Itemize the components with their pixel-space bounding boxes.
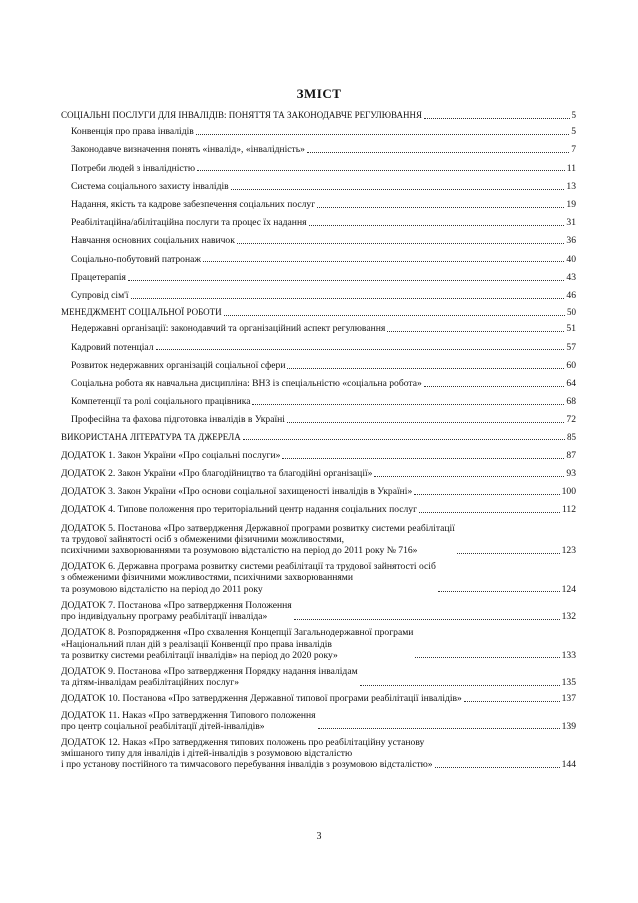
toc-entry-page: 112: [561, 504, 576, 516]
toc-entry-title: Компетенції та ролі соціального працівника: [71, 396, 251, 408]
toc-entry-page: 7: [571, 144, 576, 156]
toc-entry-page: 124: [561, 583, 576, 595]
dot-leader: [424, 386, 565, 387]
dot-leader: [419, 512, 560, 513]
toc-entry-title: Соціально-побутовий патронаж: [71, 253, 201, 265]
toc-subsection-entry[interactable]: [61, 272, 576, 283]
toc-entry-title: ДОДАТОК 12. Наказ «Про затвердження типових положень про реабілітаційну установу змішаного типу для інвалідів і дітей-інвалідів з розумовою відсталістю і про установу постійного та тимчасового перебування інвалідів з розумовою відсталістю»: [61, 736, 433, 771]
toc-entry-page: 100: [561, 486, 576, 498]
toc-subsection-entry[interactable]: [61, 414, 576, 425]
dot-leader: [438, 591, 560, 592]
toc-entry-page: 85: [567, 431, 576, 442]
toc-entry-title: ДОДАТОК 1. Закон України «Про соціальні послуги»: [61, 449, 281, 461]
toc-entry-page: 36: [566, 235, 576, 247]
toc-entry-page: 51: [566, 323, 576, 335]
toc-section-entry[interactable]: [61, 307, 576, 318]
toc-entry-title: Конвенція про права інвалідів: [71, 126, 194, 138]
toc-subsection-entry[interactable]: [61, 126, 576, 137]
toc-appendix-entry[interactable]: [61, 561, 576, 595]
toc-entry-page: 139: [561, 720, 576, 732]
toc-entry-title: Потреби людей з інвалідністю: [71, 162, 196, 174]
toc-subsection-entry[interactable]: [61, 181, 576, 192]
toc-entry-page: 46: [566, 290, 576, 302]
toc-entry-page: 5: [571, 110, 576, 120]
toc-entry-title: ДОДАТОК 8. Розпорядження «Про схвалення Концепції Загальнодержавної програми «Національний план дій з реалізації Конвенції про права інвалідів та розвитку системи реабілітації інвалідів» на період до 2020 року»: [61, 627, 414, 661]
toc-subsection-entry[interactable]: [61, 254, 576, 265]
toc-entry-title: ДОДАТОК 10. Постанова «Про затвердження Державної типової програми реабілітації інвалідів»: [61, 693, 462, 705]
toc-entry-title: Кадровий потенціал: [71, 341, 154, 353]
toc-entry-page: 68: [566, 396, 576, 408]
toc-subsection-entry[interactable]: [61, 360, 576, 371]
toc-appendix-entry[interactable]: [61, 486, 576, 497]
toc-entry-page: 123: [561, 545, 576, 557]
toc-entry-title: ВИКОРИСТАНА ЛІТЕРАТУРА ТА ДЖЕРЕЛА: [61, 431, 241, 442]
toc-entry-title: Супровід сім'ї: [71, 290, 129, 302]
toc-appendix-entry[interactable]: [61, 710, 576, 732]
toc-entry-page: 133: [561, 649, 576, 661]
dot-leader: [464, 701, 560, 702]
toc-entry-title: Професійна та фахова підготовка інвалідів в Україні: [71, 414, 285, 426]
dot-leader: [197, 170, 565, 171]
toc-entry-page: 19: [566, 199, 576, 211]
toc-entry-title: ДОДАТОК 5. Постанова «Про затвердження Державної програми розвитку системи реабілітації та трудової зайнятості осіб з обмеженими фізичними можливостями, психічними захворюваннями та розумовою відсталістю на період до 2011 року № 716»: [61, 522, 455, 557]
toc-appendix-entry[interactable]: [61, 523, 576, 557]
toc-subsection-entry[interactable]: [61, 323, 576, 334]
toc-entry-title: Недержавні організації: законодавчий та організаційний аспект регулювання: [71, 323, 386, 335]
toc-entry-title: ДОДАТОК 6. Державна програма розвитку системи реабілітації та трудової зайнятості осіб з обмеженими фізичними можливостями, психічними захворюваннями та розумовою відсталістю на період до 2011 року: [61, 561, 436, 595]
dot-leader: [282, 458, 564, 459]
table-of-contents: [61, 110, 576, 771]
page-number: 3: [316, 831, 322, 842]
dot-leader: [414, 494, 559, 495]
dot-leader: [317, 207, 564, 208]
toc-entry-page: 40: [566, 253, 576, 265]
dot-leader: [243, 439, 565, 440]
toc-entry-page: 43: [566, 271, 576, 283]
dot-leader: [309, 225, 565, 226]
dot-leader: [307, 152, 569, 153]
toc-entry-page: 144: [561, 759, 576, 771]
dot-leader: [224, 315, 565, 316]
toc-entry-page: 5: [571, 126, 576, 138]
toc-entry-page: 137: [561, 693, 576, 705]
toc-entry-title: МЕНЕДЖМЕНТ СОЦІАЛЬНОЇ РОБОТИ: [61, 307, 222, 318]
toc-subsection-entry[interactable]: [61, 163, 576, 174]
toc-entry-title: Навчання основних соціальних навичок: [71, 235, 235, 247]
dot-leader: [231, 189, 565, 190]
toc-entry-title: Розвиток недержавних організацій соціальної сфери: [71, 359, 286, 371]
dot-leader: [203, 261, 564, 262]
dot-leader: [237, 243, 565, 244]
toc-subsection-entry[interactable]: [61, 290, 576, 301]
toc-subsection-entry[interactable]: [61, 396, 576, 407]
toc-entry-title: ДОДАТОК 2. Закон України «Про благодійництво та благодійні організації»: [61, 468, 373, 480]
toc-entry-title: ДОДАТОК 3. Закон України «Про основи соціальної захищеності інвалідів в Україні»: [61, 486, 413, 498]
toc-entry-title: СОЦІАЛЬНІ ПОСЛУГИ ДЛЯ ІНВАЛІДІВ: ПОНЯТТЯ ТА ЗАКОНОДАВЧЕ РЕГУЛЮВАННЯ: [61, 110, 422, 120]
dot-leader: [318, 728, 560, 729]
toc-entry-page: 50: [567, 307, 576, 318]
toc-section-entry[interactable]: [61, 110, 576, 121]
dot-leader: [131, 298, 565, 299]
toc-subsection-entry[interactable]: [61, 199, 576, 210]
toc-entry-page: 64: [566, 378, 576, 390]
dot-leader: [374, 476, 564, 477]
toc-entry-title: Система соціального захисту інвалідів: [71, 180, 229, 192]
dot-leader: [360, 685, 560, 686]
dot-leader: [196, 134, 569, 135]
toc-entry-title: Соціальна робота як навчальна дисципліна: ВНЗ із спеціальністю «соціальна робота»: [71, 378, 422, 390]
toc-entry-title: ДОДАТОК 7. Постанова «Про затвердження Положення про індивідуальну програму реабілітації інваліда»: [61, 599, 292, 623]
toc-subsection-entry[interactable]: [61, 235, 576, 246]
toc-entry-page: 72: [566, 414, 576, 426]
toc-appendix-entry[interactable]: [61, 468, 576, 479]
toc-entry-page: 11: [566, 162, 576, 174]
toc-subsection-entry[interactable]: [61, 342, 576, 353]
dot-leader: [128, 280, 564, 281]
toc-entry-page: 135: [561, 677, 576, 689]
dot-leader: [457, 553, 560, 554]
toc-entry-page: 57: [566, 341, 576, 353]
toc-entry-page: 31: [566, 217, 576, 229]
toc-entry-page: 60: [566, 359, 576, 371]
dot-leader: [435, 767, 560, 768]
dot-leader: [287, 422, 564, 423]
toc-entry-title: Надання, якість та кадрове забезпечення соціальних послуг: [71, 199, 316, 211]
toc-appendix-entry[interactable]: [61, 737, 576, 771]
dot-leader: [287, 368, 564, 369]
toc-entry-title: ДОДАТОК 4. Типове положення про територіальний центр надання соціальних послуг: [61, 504, 418, 516]
toc-subsection-entry[interactable]: [61, 378, 576, 389]
toc-appendix-entry[interactable]: [61, 450, 576, 461]
toc-subsection-entry[interactable]: [61, 144, 576, 155]
toc-entry-page: 132: [561, 611, 576, 623]
dot-leader: [156, 349, 565, 350]
toc-section-entry[interactable]: [61, 432, 576, 443]
toc-entry-title: ДОДАТОК 11. Наказ «Про затвердження Типового положення про центр соціальної реабілітації дітей-інвалідів»: [61, 709, 316, 732]
toc-subsection-entry[interactable]: [61, 217, 576, 228]
toc-appendix-entry[interactable]: [61, 666, 576, 688]
dot-leader: [294, 619, 560, 620]
toc-entry-page: 13: [566, 180, 576, 192]
dot-leader: [387, 331, 564, 332]
toc-entry-title: Працетерапія: [71, 271, 126, 283]
dot-leader: [252, 404, 564, 405]
toc-title: ЗМІСТ: [296, 86, 342, 101]
toc-appendix-entry[interactable]: [61, 600, 576, 622]
toc-appendix-entry[interactable]: [61, 504, 576, 515]
toc-entry-title: Законодавче визначення понять «інвалід», «інвалідність»: [71, 144, 305, 156]
toc-entry-page: 93: [566, 468, 576, 480]
dot-leader: [415, 657, 559, 658]
toc-appendix-entry[interactable]: [61, 693, 576, 704]
toc-entry-title: Реабілітаційна/абілітаційна послуги та процес їх надання: [71, 217, 307, 229]
dot-leader: [424, 118, 570, 119]
toc-entry-title: ДОДАТОК 9. Постанова «Про затвердження Порядку надання інвалідам та дітям-інвалідам реабілітаційних послуг»: [61, 665, 358, 689]
toc-appendix-entry[interactable]: [61, 627, 576, 661]
toc-entry-page: 87: [566, 449, 576, 461]
